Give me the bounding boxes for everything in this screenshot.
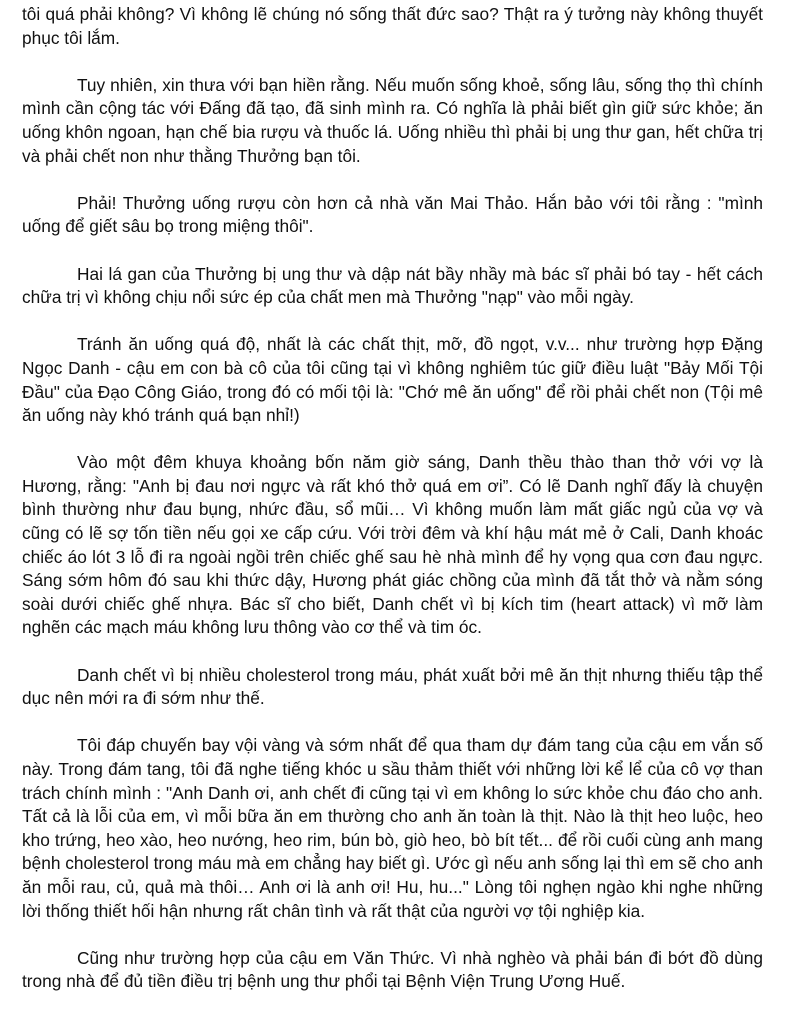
paragraph-liver-cancer: Hai lá gan của Thưởng bị ung thư và dập nát bầy nhầy mà bác sĩ phải bó tay - hết cách chữa trị vì không chịu nổi sức ép của chất men mà Thưởng "nạp" vào mỗi ngày. [22, 263, 763, 308]
document-page [22, 3, 763, 994]
paragraph-cholesterol: Danh chết vì bị nhiều cholesterol trong máu, phát xuất bởi mê ăn thịt nhưng thiếu tập thể dục nên mới ra đi sớm như thế. [22, 664, 763, 709]
paragraph-van-thuc: Cũng như trường hợp của cậu em Văn Thức. Vì nhà nghèo và phải bán đi bớt đồ dùng trong nhà để đủ tiền điều trị bệnh ung thư phổi tại Bệnh Viện Trung Ương Huế. [22, 947, 763, 992]
paragraph-continuation: tôi quá phải không? Vì không lẽ chúng nó sống thất đức sao? Thật ra ý tưởng này không thuyết phục tôi lắm. [22, 4, 763, 48]
paragraph-overeating: Tránh ăn uống quá độ, nhất là các chất thịt, mỡ, đồ ngọt, v.v... như trường hợp Đặng Ngọc Danh - cậu em con bà cô của tôi cũng tại vì không nghiêm túc giữ điều luật "Bảy Mối Tội Đầu" của Đạo Công Giáo, trong đó có mối tội là: "Chớ mê ăn uống" để rồi phải chết non (Tội mê ăn uống này khó tránh quá bạn nhỉ!) [22, 334, 763, 426]
paragraph-health-advice: Tuy nhiên, xin thưa với bạn hiền rằng. Nếu muốn sống khoẻ, sống lâu, sống thọ thì chính mình cần cộng tác với Đấng đã tạo, đã sinh mình ra. Có nghĩa là phải biết gìn giữ sức khỏe; ăn uống khôn ngoan, hạn chế bia rượu và thuốc lá. Uống nhiều thì phải bị ung thư gan, hết chữa trị và phải chết non như thằng Thưởng bạn tôi. [22, 74, 763, 166]
paragraph-funeral: Tôi đáp chuyến bay vội vàng và sớm nhất để qua tham dự đám tang của cậu em vắn số này. Trong đám tang, tôi đã nghe tiếng khóc u sầu thảm thiết với những lời kể lể của cô vợ than trách chính mình : "Anh Danh ơi, anh chết đi cũng tại vì em không lo sức khỏe chu đáo cho anh. Tất cả là lỗi của em, vì mỗi bữa ăn em thường cho anh ăn toàn là thịt. Nào là thịt heo luộc, heo kho trứng, heo xào, heo nướng, heo rim, bún bò, giò heo, bò bít tết... để rồi cuối cùng anh mang bệnh cholesterol trong máu mà em chẳng hay biết gì. Ước gì nếu anh sống lại thì em sẽ cho anh ăn mỗi rau, củ, quả mà thôi… Anh ơi là anh ơi! Hu, hu..." Lòng tôi nghẹn ngào khi nghe những lời thống thiết hối hận nhưng rất chân tình và rất thật của người vợ tội nghiệp kia. [22, 735, 763, 921]
paragraph-thuong-drinking: Phải! Thưởng uống rượu còn hơn cả nhà văn Mai Thảo. Hắn bảo với tôi rằng : "mình uống để giết sâu bọ trong miệng thôi". [22, 192, 763, 237]
paragraph-danh-night: Vào một đêm khuya khoảng bốn năm giờ sáng, Danh thều thào than thở với vợ là Hương, rằng: "Anh bị đau nơi ngực và rất khó thở quá em ơi”. Có lẽ Danh nghĩ đấy là chuyện bình thường như đau bụng, nhức đầu, sổ mũi… Vì không muốn làm mất giấc ngủ của vợ và cũng có lẽ sợ tốn tiền nếu gọi xe cấp cứu. Với trời đêm và khí hậu mát mẻ ở Cali, Danh khoác chiếc áo lót 3 lỗ đi ra ngoài ngồi trên chiếc ghế sau hè nhà mình để hy vọng qua cơn đau ngực. Sáng sớm hôm đó sau khi thức dậy, Hương phát giác chồng của mình đã tắt thở và nằm sóng soài dưới chiếc ghế nhựa. Bác sĩ cho biết, Danh chết vì bị kích tim (heart attack) vì mỡ làm nghẽn các mạch máu không lưu thông vào cơ thể và tim óc. [22, 452, 763, 638]
